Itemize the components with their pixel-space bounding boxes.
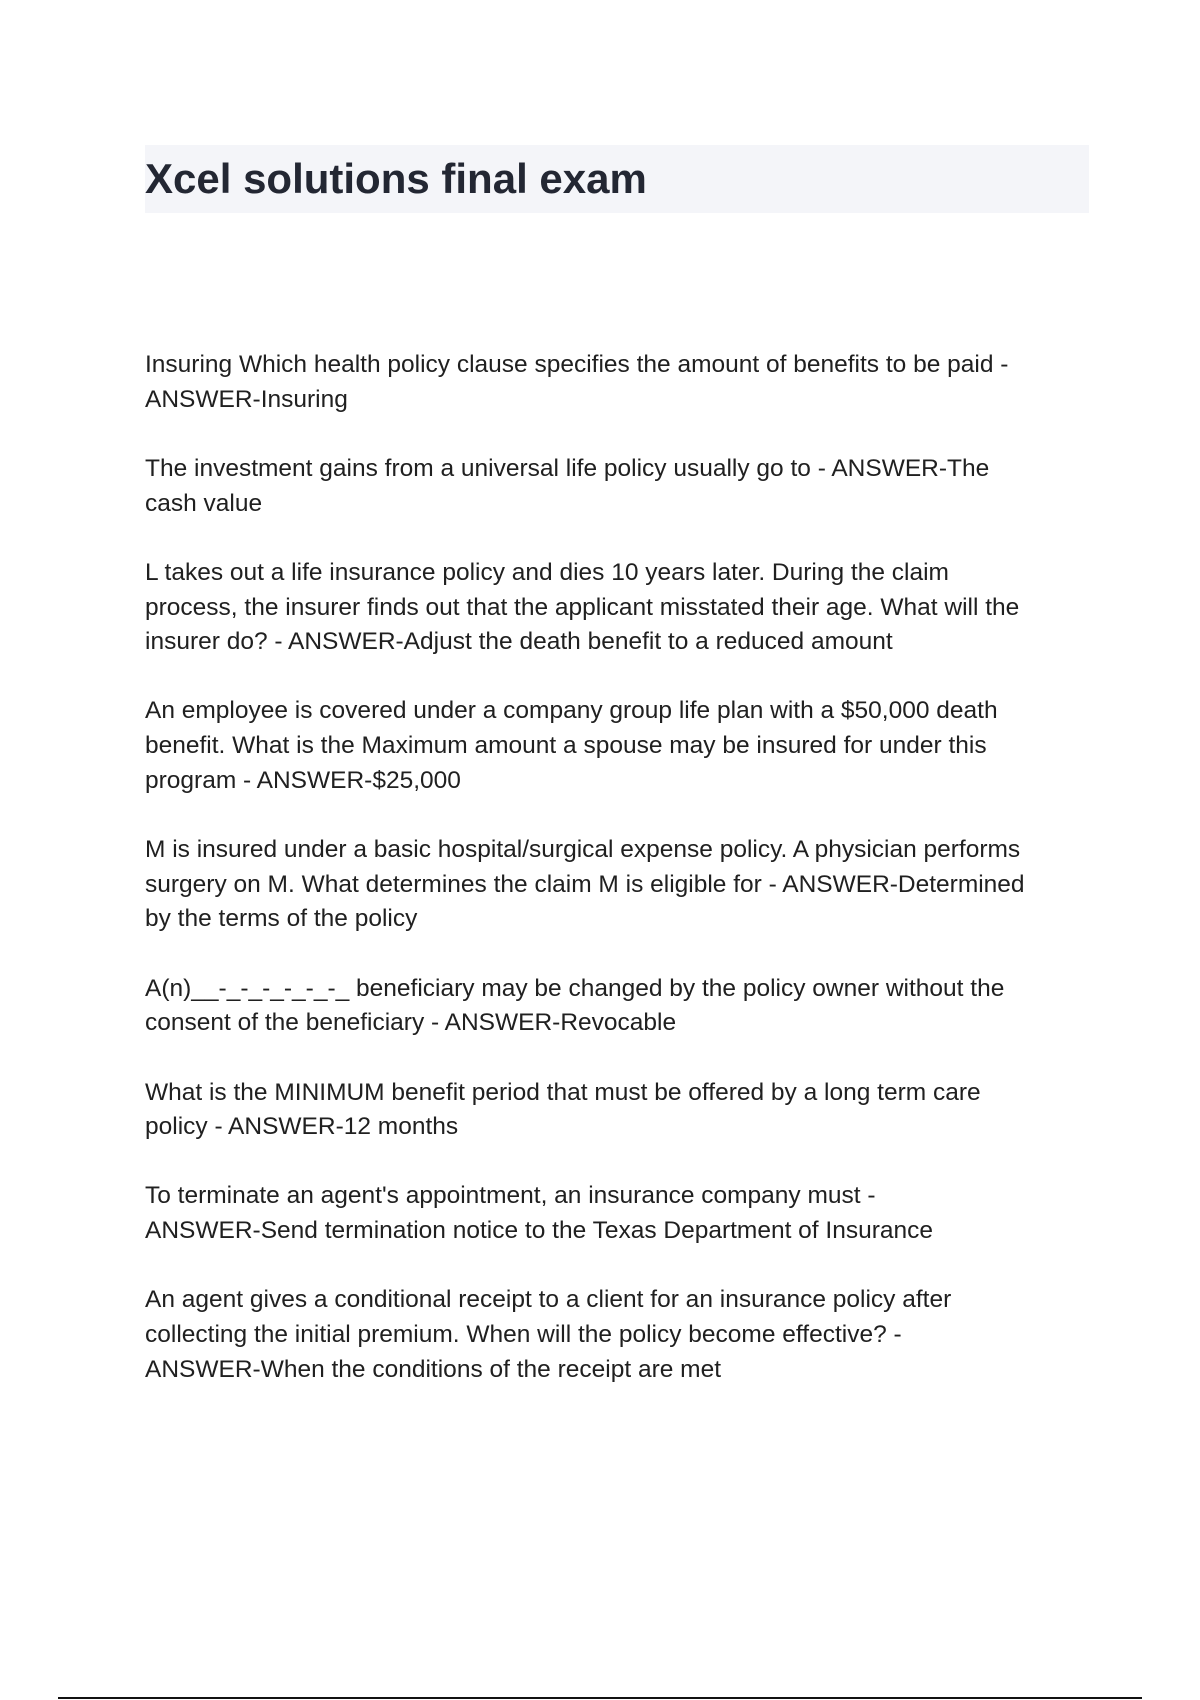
question-answer-list xyxy=(145,348,1095,1422)
page-bottom-divider xyxy=(58,1697,1142,1699)
qa-item-2: The investment gains from a universal life policy usually go to - ANSWER-The cash value xyxy=(145,454,990,517)
qa-item-5: M is insured under a basic hospital/surgical expense policy. A physician performs surgery on M. What determines the claim M is eligible for - ANSWER-Determined by the terms of the policy xyxy=(145,836,1025,933)
qa-item-9: An agent gives a conditional receipt to a client for an insurance policy after collecting the initial premium. When will the policy become effective? - ANSWER-When the conditions of the receipt are met xyxy=(145,1286,952,1383)
qa-item-7: What is the MINIMUM benefit period that must be offered by a long term care policy - ANSWER-12 months xyxy=(145,1078,981,1141)
qa-item-6: A(n)__-_-_-_-_-_-_ beneficiary may be changed by the policy owner without the consent of the beneficiary - ANSWER-Revocable xyxy=(145,974,1005,1037)
qa-item-4: An employee is covered under a company group life plan with a $50,000 death benefit. What is the Maximum amount a spouse may be insured for under this program - ANSWER-$25,000 xyxy=(145,697,998,794)
qa-item-3: L takes out a life insurance policy and dies 10 years later. During the claim process, the insurer finds out that the applicant misstated their age. What will the insurer do? - ANSWER-Adjust the death benefit to a reduced amount xyxy=(145,558,1020,656)
qa-item-1: Insuring Which health policy clause specifies the amount of benefits to be paid - ANSWER-Insuring xyxy=(145,351,1009,413)
qa-item-8: To terminate an agent's appointment, an insurance company must - ANSWER-Send termination notice to the Texas Department of Insurance xyxy=(145,1182,934,1245)
title-banner xyxy=(145,145,1089,213)
page-title: Xcel solutions final exam xyxy=(145,155,647,202)
